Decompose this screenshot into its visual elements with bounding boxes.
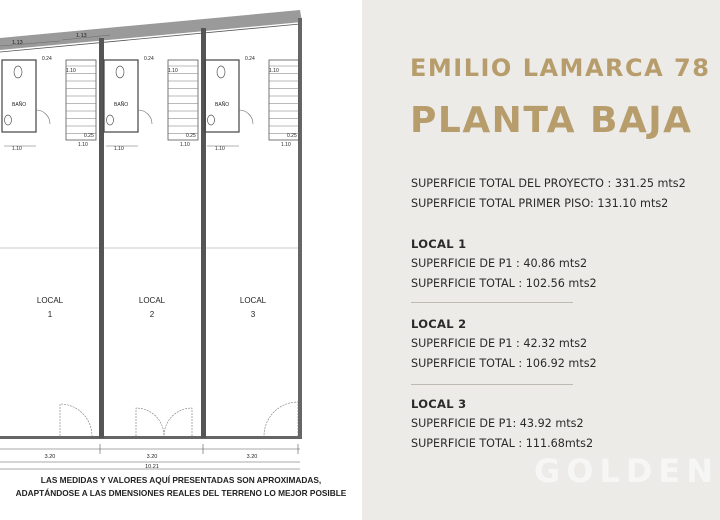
- width-local-2: 3.20: [146, 454, 158, 460]
- bathroom-1-door: [36, 110, 50, 124]
- local-3-p1-surface: SUPERFICIE DE P1: 43.92 mts2: [411, 417, 584, 430]
- dim-0-24-1: 0.24: [42, 56, 52, 62]
- local-1-p1-surface: SUPERFICIE DE P1 : 40.86 mts2: [411, 257, 588, 270]
- local-2-word: LOCAL: [138, 296, 166, 305]
- dim-0-25-2: 0.25: [186, 133, 196, 139]
- local-1-title: LOCAL 1: [411, 237, 467, 251]
- separator: [411, 302, 573, 303]
- width-local-1: 3.20: [44, 454, 56, 460]
- disclaimer-note: [0, 474, 362, 500]
- toilet-1: [14, 66, 22, 78]
- disclaimer-line-1: LAS MEDIDAS Y VALORES AQUÍ PRESENTADAS SON APROXIMADAS,: [40, 475, 322, 485]
- disclaimer-line-2: ADAPTÁNDOSE A LAS DMENSIONES REALES DEL TERRENO LO MEJOR POSIBLE: [15, 488, 347, 498]
- bathroom-3-label: BAÑO: [215, 102, 230, 108]
- toilet-3: [217, 66, 225, 78]
- width-local-3: 3.20: [246, 454, 258, 460]
- bathroom-2-door: [138, 110, 152, 124]
- dim-1-10-b-2: 1.10: [114, 146, 124, 152]
- dim-1-10-c-2: 1.10: [180, 142, 190, 148]
- local-3-number: 3: [250, 310, 256, 319]
- bathroom-3-walls: [205, 60, 239, 132]
- dim-0-24-2: 0.24: [144, 56, 154, 62]
- wall-1-2: [99, 38, 104, 438]
- total-first-floor-surface: SUPERFICIE TOTAL PRIMER PISO: 131.10 mts2: [411, 197, 669, 210]
- door-local-2-left: [136, 408, 164, 436]
- local-3-word: LOCAL: [239, 296, 267, 305]
- watermark: GOLDEN: [534, 452, 720, 490]
- local-2-number: 2: [149, 310, 155, 319]
- dim-1-10-b-1: 1.10: [12, 146, 22, 152]
- bathroom-2-walls: [104, 60, 138, 132]
- local-1-total-surface: SUPERFICIE TOTAL : 102.56 mts2: [411, 277, 597, 290]
- sink-2: [107, 115, 114, 125]
- local-2-p1-surface: SUPERFICIE DE P1 : 42.32 mts2: [411, 337, 588, 350]
- top-wall: [0, 10, 302, 50]
- bathroom-3-door: [239, 110, 253, 124]
- info-panel: [362, 0, 720, 520]
- toilet-2: [116, 66, 124, 78]
- door-local-1: [60, 404, 92, 436]
- local-2-title: LOCAL 2: [411, 317, 467, 331]
- dim-1-10-a-1: 1.10: [66, 68, 76, 74]
- dim-1-10-c-3: 1.10: [281, 142, 291, 148]
- separator: [411, 384, 573, 385]
- bottom-wall: [0, 436, 302, 439]
- floor-title: PLANTA BAJA: [410, 100, 693, 141]
- total-width: 10.21: [145, 464, 159, 470]
- bathroom-2-label: BAÑO: [114, 102, 129, 108]
- dim-0-24-3: 0.24: [245, 56, 255, 62]
- dim-1-10-a-2: 1.10: [168, 68, 178, 74]
- door-local-2-right: [164, 408, 192, 436]
- local-1-number: 1: [47, 310, 53, 319]
- local-3-title: LOCAL 3: [411, 397, 467, 411]
- total-project-surface: SUPERFICIE TOTAL DEL PROYECTO : 331.25 mts2: [411, 177, 686, 190]
- dim-0-25-1: 0.25: [84, 133, 94, 139]
- sink-3: [208, 115, 215, 125]
- dim-1-10-a-3: 1.10: [269, 68, 279, 74]
- project-name: EMILIO LAMARCA 78: [410, 54, 711, 82]
- top-dim-2: 1.13: [76, 33, 87, 39]
- local-2-total-surface: SUPERFICIE TOTAL : 106.92 mts2: [411, 357, 597, 370]
- bathroom-1-walls: [2, 60, 36, 132]
- sink-1: [5, 115, 12, 125]
- dim-0-25-3: 0.25: [287, 133, 297, 139]
- dim-1-10-c-1: 1.10: [78, 142, 88, 148]
- local-3-total-surface: SUPERFICIE TOTAL : 111.68mts2: [411, 437, 594, 450]
- bathroom-1-label: BAÑO: [12, 102, 27, 108]
- dim-1-10-b-3: 1.10: [215, 146, 225, 152]
- door-local-3: [264, 402, 298, 436]
- top-dim-1: 1.13: [12, 40, 23, 46]
- local-1-word: LOCAL: [36, 296, 64, 305]
